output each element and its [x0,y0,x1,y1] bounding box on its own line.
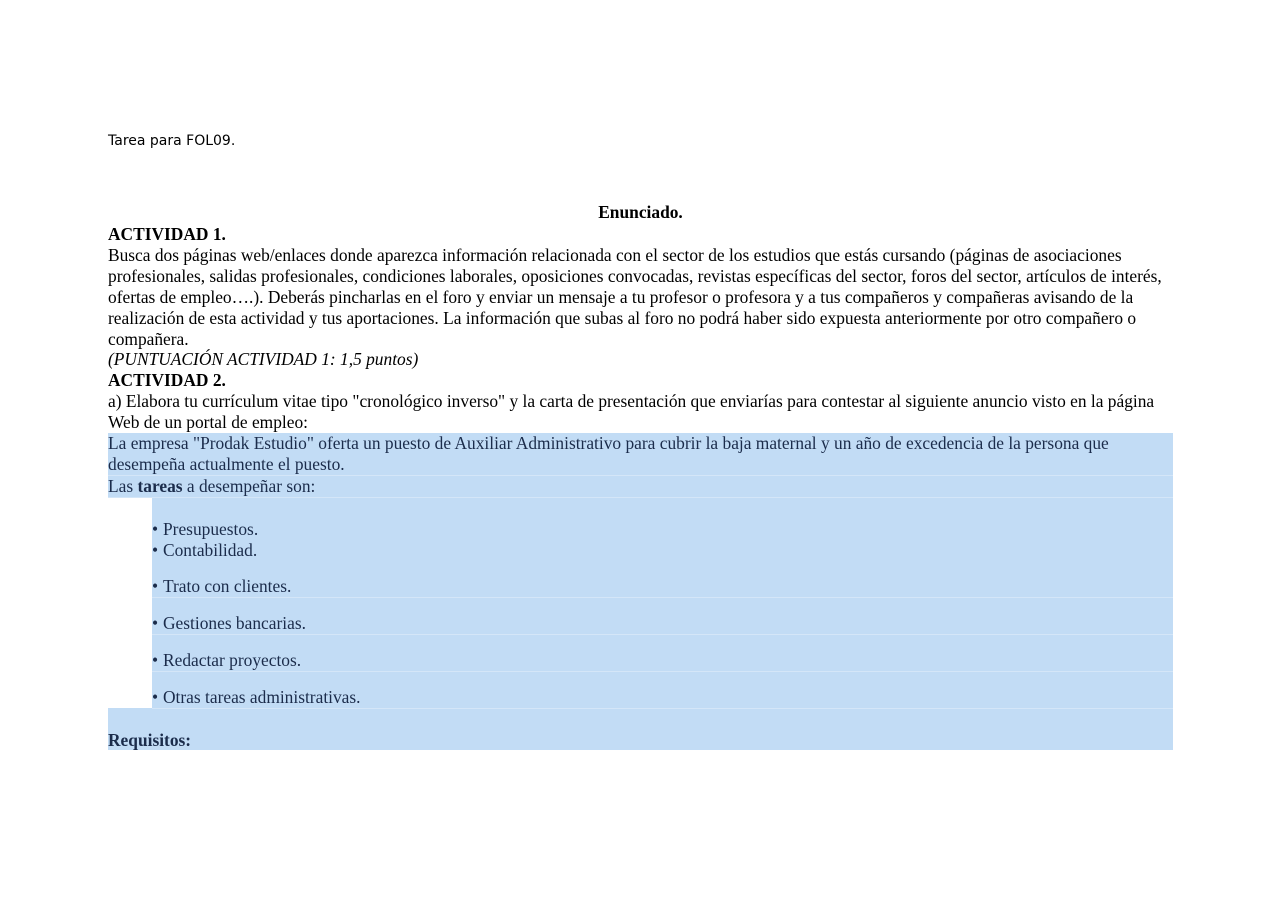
tasks-intro-prefix: Las [108,475,138,496]
list-indent [108,498,152,708]
page-header: Tarea para FOL09. [108,133,236,149]
list-item [152,672,1173,709]
task-list [108,498,1173,709]
bullet-icon: • [152,612,159,633]
tasks-intro-bold: tareas [137,475,183,496]
task-text: Gestiones bancarias. [163,612,306,633]
task-list-block [108,498,1173,709]
task-text: Otras tareas administrativas. [163,686,361,707]
requirements-heading: Requisitos: [108,730,1173,750]
tasks-intro-suffix: a desempeñar son: [182,475,316,496]
activity-1-body: Busca dos páginas web/enlaces donde aparezca información relacionada con el sector de los estudios que estás cursando (páginas de asociaciones profesionales, salidas profesionales, condiciones laborales, oposiciones convocadas, revistas específicas del sector, foros del sector, artículos de interés, ofertas de empleo….). Deberás pincharlas en el foro y enviar un mensaje a tu profesor o profesora y a tus compañeros y compañeras avisando de la realización de esta actividad y tus aportaciones. La información que subas al foro no podrá haber sido expuesta anteriormente por otro compañero o compañera. [108,244,1162,349]
bullet-icon: • [152,518,159,539]
list-item [152,519,1173,540]
bullet-icon: • [152,649,159,670]
task-text: Presupuestos. [163,518,259,539]
task-list-spacer [152,498,1173,519]
list-item [152,561,1173,598]
bullet-icon: • [152,539,159,560]
job-ad-text: La empresa "Prodak Estudio" oferta un puesto de Auxiliar Administrativo para cubrir la baja maternal y un año de excedencia de la persona que desempeña actualmente el puesto. [108,433,1173,476]
list-item [152,598,1173,635]
bullet-icon: • [152,575,159,596]
list-item [152,635,1173,672]
activity-2-heading: ACTIVIDAD 2. [108,370,226,391]
bullet-icon: • [152,686,159,707]
list-item [152,540,1173,561]
page-title: Enunciado. [598,202,683,222]
task-text: Trato con clientes. [163,575,292,596]
blank-line [108,709,1173,730]
tasks-intro [108,476,1173,498]
task-text: Contabilidad. [163,539,258,560]
activity-1-score: (PUNTUACIÓN ACTIVIDAD 1: 1,5 puntos) [108,349,419,370]
task-text: Redactar proyectos. [163,649,302,670]
document-body [108,202,1173,750]
activity-1-heading: ACTIVIDAD 1. [108,224,226,244]
activity-2-body: a) Elabora tu currículum vitae tipo "cronológico inverso" y la carta de presentación que enviarías para contestar al siguiente anuncio visto en la página Web de un portal de empleo: [108,391,1155,433]
